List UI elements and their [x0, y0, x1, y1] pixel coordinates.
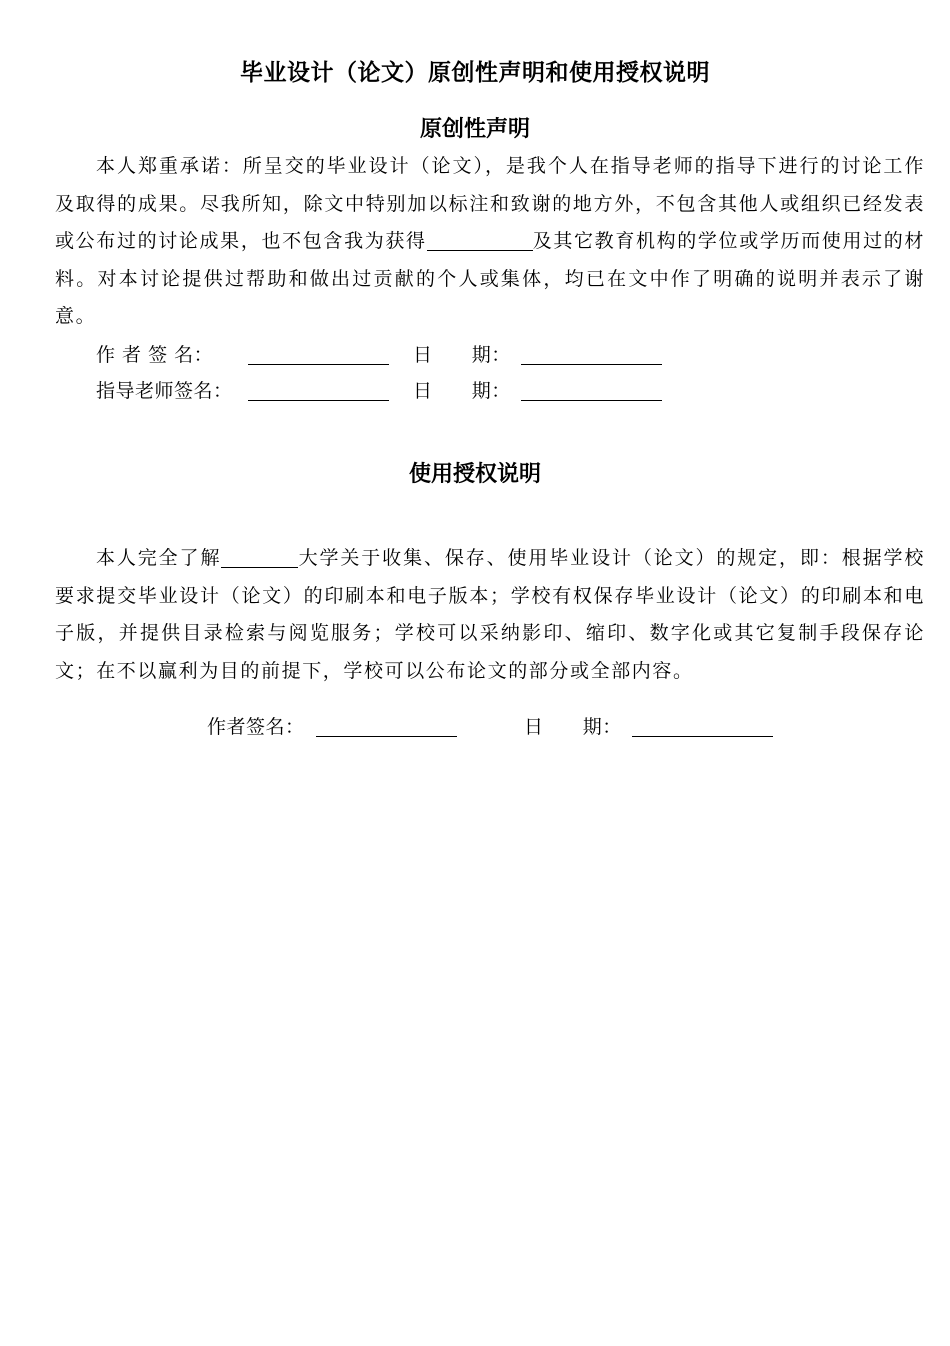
authorization-signature-field[interactable]	[316, 736, 457, 737]
author-signature-label: 作 者 签 名：	[96, 344, 214, 366]
originality-heading: 原创性声明	[419, 117, 530, 142]
author-date-label: 日 期：	[413, 344, 511, 366]
advisor-signature-row	[0, 376, 950, 406]
authorization-text-part2: 大学关于收集、保存、使用毕业设计（论文）的规定，即：根据学校要求提交毕业设计（论文）的印刷本和电子版本；学校有权保存毕业设计（论文）的印刷本和电子版，并提供目录检索与阅览服务；学校可以采纳影印、缩印、数字化或其它复制手段保存论文；在不以赢利为目的前提下，学校可以公布论文的部分或全部内容。	[55, 547, 925, 682]
authorization-signature-row	[0, 712, 950, 742]
advisor-signature-field[interactable]	[248, 400, 389, 401]
authorization-text-part1: 本人完全了解	[96, 547, 222, 569]
university-blank-field[interactable]	[221, 545, 298, 568]
author-signature-field[interactable]	[248, 364, 389, 365]
advisor-date-label: 日 期：	[413, 380, 511, 402]
authorization-heading: 使用授权说明	[408, 462, 541, 487]
author-date-field[interactable]	[521, 364, 662, 365]
originality-text-part1: 本人郑重承诺：所呈交的毕业设计（论文），是我个人在指导老师的指导下进行的讨论工作及取得的成果。尽我所知，除文中特别加以标注和致谢的地方外，不包含其他人或组织已经发表或公布过的讨论成果，也不包含我为获得	[55, 155, 925, 252]
originality-text-part2: 及其它教育机构的学位或学历而使用过的材料。对本讨论提供过帮助和做出过贡献的个人或集体，均已在文中作了明确的说明并表示了谢意。	[55, 230, 925, 327]
advisor-signature-label: 指导老师签名：	[96, 380, 233, 402]
authorization-date-label: 日 期：	[524, 716, 622, 738]
advisor-date-field[interactable]	[521, 400, 662, 401]
authorization-signature-label: 作者签名：	[207, 716, 305, 738]
originality-statement	[55, 148, 925, 336]
authorization-statement	[55, 540, 925, 690]
document-title: 毕业设计（论文）原创性声明和使用授权说明	[240, 60, 710, 86]
author-signature-row	[0, 340, 950, 370]
degree-blank-field[interactable]	[427, 228, 533, 251]
authorization-date-field[interactable]	[632, 736, 773, 737]
